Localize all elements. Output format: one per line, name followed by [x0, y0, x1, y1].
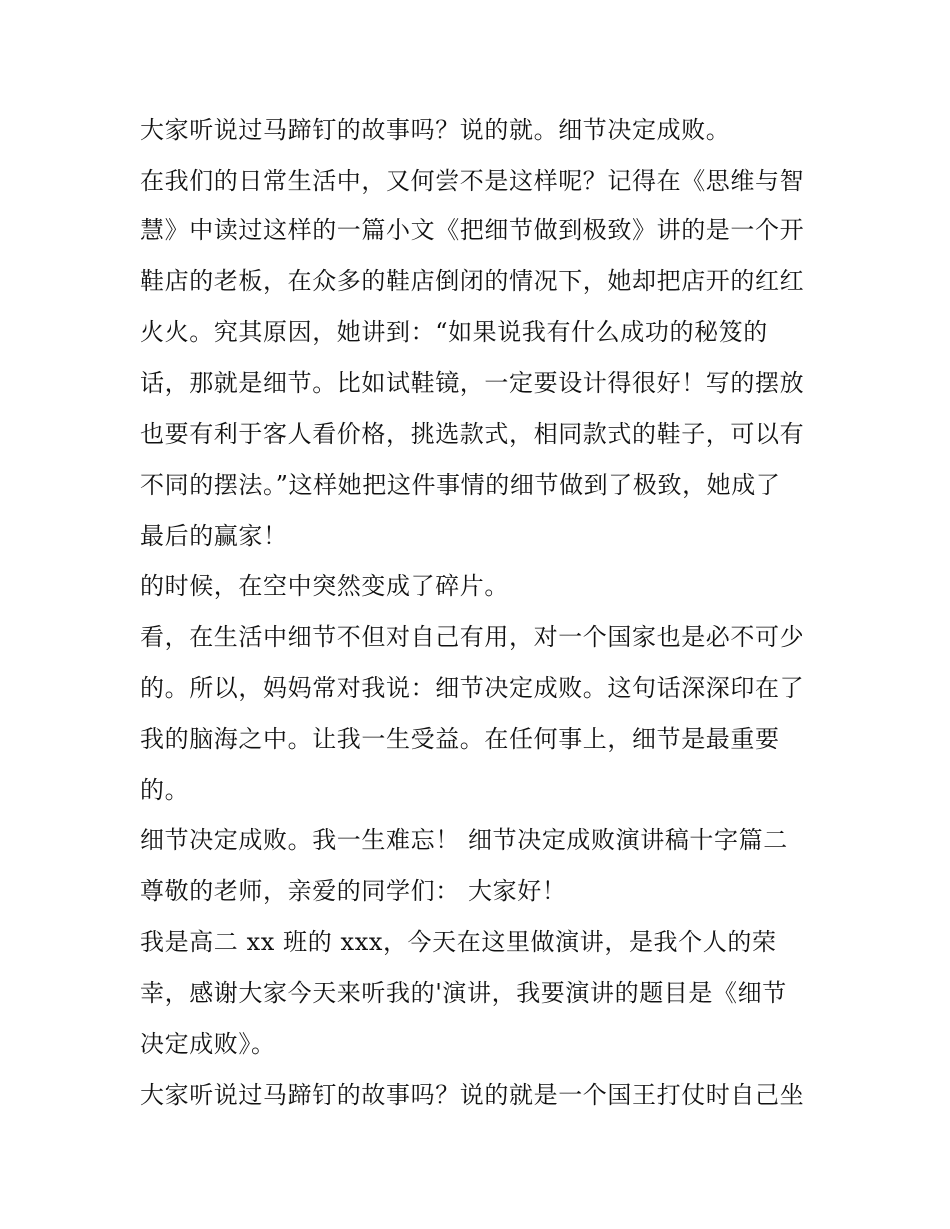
text-line: 鞋店的老板，在众多的鞋店倒闭的情况下，她却把店开的红红: [140, 267, 805, 295]
text-line: 也要有利于客人看价格，挑选款式，相同款式的鞋子，可以有: [140, 420, 805, 448]
text-line: 我是高二 xx 班的 xxx，今天在这里做演讲，是我个人的荣: [140, 928, 777, 956]
text-line: 的。所以，妈妈常对我说：细节决定成败。这句话深深印在了: [140, 674, 805, 702]
text-line: 尊敬的老师，亲爱的同学们： 大家好！: [140, 877, 567, 905]
text-line: 大家听说过马蹄钉的故事吗？说的就是一个国王打仗时自己坐: [140, 1081, 805, 1109]
text-line: 决定成败》。: [140, 1030, 276, 1058]
text-line: 慧》中读过这样的一篇小文《把细节做到极致》讲的是一个开: [140, 216, 805, 244]
text-line: 幸，感谢大家今天来听我的'演讲，我要演讲的题目是《细节: [140, 979, 787, 1007]
text-line: 火火。究其原因，她讲到：“如果说我有什么成功的秘笈的: [140, 318, 768, 346]
text-line: 大家听说过马蹄钉的故事吗？说的就。细节决定成败。: [140, 116, 731, 144]
text-line: 的时候，在空中突然变成了碎片。: [140, 572, 509, 600]
text-line: 的。: [140, 776, 190, 804]
text-line: 在我们的日常生活中，又何尝不是这样呢？记得在《思维与智: [140, 167, 805, 195]
text-line: 话，那就是细节。比如试鞋镜，一定要设计得很好！写的摆放: [140, 369, 805, 397]
text-line: 看，在生活中细节不但对自己有用，对一个国家也是必不可少: [140, 623, 805, 651]
text-line: 最后的赢家！: [140, 522, 288, 550]
text-line: 我的脑海之中。让我一生受益。在任何事上，细节是最重要: [140, 725, 780, 753]
text-line: 细节决定成败。我一生难忘！ 细节决定成败演讲稿十字篇二: [140, 826, 788, 854]
text-line: 不同的摆法。”这样她把这件事情的细节做到了极致，她成了: [140, 471, 781, 499]
